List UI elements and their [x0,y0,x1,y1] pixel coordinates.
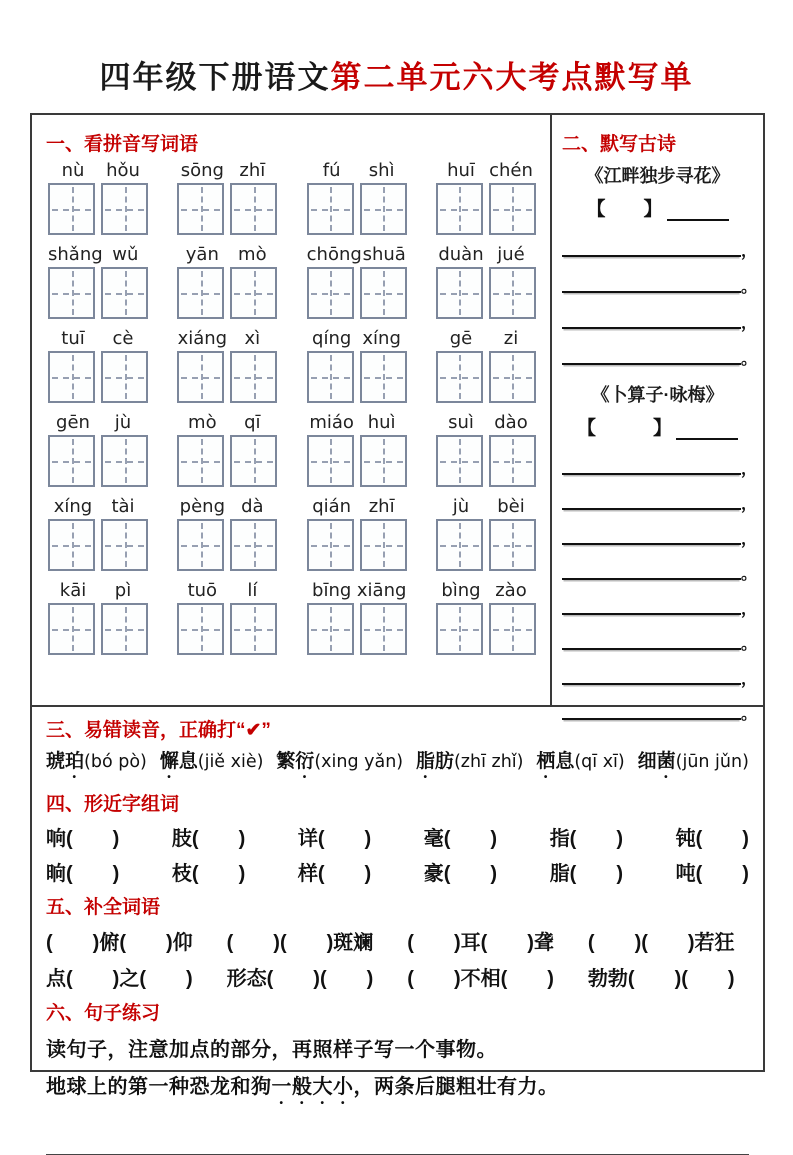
pinyin-syllable: pèng [179,496,225,517]
writing-grid-cell[interactable] [436,519,483,571]
writing-box-line [46,267,538,319]
pinyin-grid-rows [46,160,538,655]
idiom-blank-cell: ( )俯( )仰 [46,932,193,954]
author-blank[interactable] [676,422,738,440]
character-blank-cell: 响( ) [46,828,120,850]
writing-grid-cell[interactable] [307,351,354,403]
answer-line[interactable] [562,496,741,510]
pinyin-word-row [46,496,538,571]
pinyin-syllable: yān [185,244,219,265]
pinyin-options: (jiě xiè) [197,752,264,772]
idiom-blank-cell: ( )( )斑斓 [226,932,374,954]
section5-heading: 五、补全词语 [46,897,161,918]
poem-blank-line [562,566,758,583]
answer-line[interactable] [562,636,741,650]
pinyin-syllable: nù [61,160,85,181]
character-blank-cell: 样( ) [297,863,372,885]
section-poem-dictation [550,115,763,723]
answer-line[interactable] [562,706,741,720]
author-blank[interactable] [667,203,729,221]
poem-1-author-line [562,194,753,221]
worksheet-frame [30,113,765,1098]
page-title-black: 四年级下册语文 [99,60,331,95]
line-punctuation: 。 [741,706,758,723]
example-dotted-part: 一般大小 [271,1076,354,1098]
poem-blank-line [562,671,758,688]
pinyin-syllable: jué [497,244,525,265]
answer-line[interactable] [562,351,741,365]
poem-blank-line [562,601,758,618]
idiom-row-1 [46,926,749,955]
pronunciation-item [46,746,147,783]
writing-grid-cell[interactable] [48,519,95,571]
writing-grid-cell[interactable] [436,267,483,319]
poem-blank-line [562,531,758,548]
author-bracket: 【 】 [576,418,672,439]
poem-blank-line [562,496,758,513]
dotted-character: 衍 [295,751,315,772]
writing-grid-cell[interactable] [489,267,536,319]
pinyin-line [46,412,538,433]
writing-grid-cell[interactable] [360,435,407,487]
writing-box-line [46,351,538,403]
idiom-row-2 [46,962,749,991]
poem-2-block [562,381,758,723]
pinyin-line [46,496,538,517]
pinyin-word-row [46,160,538,235]
writing-grid-cell[interactable] [48,435,95,487]
pronunciation-item [638,746,749,783]
section6-heading: 六、句子练习 [46,1003,161,1024]
pinyin-syllable: chén [489,160,533,181]
pinyin-syllable: dà [241,496,264,517]
writing-grid-cell[interactable] [360,183,407,235]
pinyin-syllable: wǔ [112,244,139,265]
writing-grid-cell[interactable] [436,183,483,235]
writing-grid-cell[interactable] [230,183,277,235]
writing-grid-cell[interactable] [101,183,148,235]
writing-grid-cell[interactable] [230,603,277,655]
section2-heading: 二、默写古诗 [562,134,677,155]
sentence-example [46,1070,751,1109]
writing-grid-cell[interactable] [101,519,148,571]
answer-line[interactable] [562,531,741,545]
sentence-instruction: 读句子，注意加点的部分，再照样子写一个事物。 [46,1039,497,1061]
word-part: 息 [178,751,198,772]
writing-grid-cell[interactable] [489,519,536,571]
writing-grid-cell[interactable] [489,183,536,235]
writing-grid-cell[interactable] [177,267,224,319]
poem-1-lines [562,243,758,368]
pinyin-syllable: sōng [180,160,224,181]
pinyin-syllable: jù [114,412,132,433]
poem-1-title: 《江畔独步寻花》 [585,166,730,186]
pinyin-line [46,580,538,601]
writing-grid-cell[interactable] [230,435,277,487]
pinyin-syllable: suì [448,412,474,433]
idiom-blank-cell: ( )耳( )聋 [407,932,554,954]
pinyin-syllable: kāi [59,580,87,601]
character-blank-cell: 肢( ) [171,828,246,850]
pinyin-syllable: gē [449,328,473,349]
pinyin-line [46,328,538,349]
writing-grid-cell[interactable] [307,435,354,487]
pinyin-syllable: shǎng [48,244,103,265]
pinyin-syllable: pì [114,580,132,601]
writing-grid-cell[interactable] [48,183,95,235]
pinyin-syllable: bìng [441,580,481,601]
pinyin-syllable: zi [503,328,519,349]
pinyin-syllable: fú [322,160,341,181]
answer-line[interactable] [562,315,741,329]
poem-blank-line [562,461,758,478]
pinyin-line [46,244,538,265]
writing-grid-cell[interactable] [230,267,277,319]
writing-grid-cell[interactable] [307,267,354,319]
top-two-column-area [32,115,763,723]
writing-grid-cell[interactable] [177,183,224,235]
pinyin-syllable: mò [188,412,217,433]
character-blank-cell: 枝( ) [171,863,246,885]
pinyin-syllable: xiáng [177,328,228,349]
line-punctuation: ， [741,671,758,688]
writing-grid-cell[interactable] [177,603,224,655]
word-part: 繁 [276,751,296,772]
character-blank-cell: 晌( ) [46,863,120,885]
writing-grid-cell[interactable] [101,435,148,487]
writing-box-line [46,183,538,235]
page-title-red: 第二单元六大考点默写单 [330,60,694,95]
pinyin-syllable: hǒu [106,160,140,181]
dotted-character: 菌 [656,751,676,772]
writing-grid-cell[interactable] [48,267,95,319]
pinyin-syllable: huī [447,160,475,181]
pinyin-syllable: dào [494,412,528,433]
poem-blank-line [562,351,758,368]
writing-grid-cell[interactable] [307,519,354,571]
character-blank-cell: 钝( ) [675,828,749,850]
pinyin-word-row [46,328,538,403]
pinyin-syllable: xíng [53,496,93,517]
writing-grid-cell[interactable] [489,603,536,655]
pinyin-syllable: xíng [362,328,401,349]
writing-grid-cell[interactable] [489,435,536,487]
answer-line[interactable] [562,601,741,615]
line-punctuation: ， [741,601,758,618]
character-blank-cell: 豪( ) [423,863,498,885]
pinyin-syllable: jù [452,496,470,517]
pinyin-syllable: miáo [309,412,354,433]
poem-1-block [562,162,758,368]
section1-heading: 一、看拼音写词语 [46,134,199,155]
pinyin-syllable: bèi [497,496,525,517]
pinyin-syllable: zào [495,580,527,601]
pinyin-options: (xing yǎn) [314,752,404,772]
poem-blank-line [562,315,758,332]
writing-grid-cell[interactable] [436,603,483,655]
writing-grid-cell[interactable] [48,351,95,403]
idiom-blank-cell: 形态( )( ) [226,968,374,990]
author-bracket: 【 】 [586,199,663,220]
pinyin-options: (bó pò) [84,752,147,772]
line-punctuation: ， [741,243,758,260]
writing-grid-cell[interactable] [436,435,483,487]
writing-grid-cell[interactable] [101,351,148,403]
writing-grid-cell[interactable] [177,351,224,403]
writing-box-line [46,603,538,655]
writing-grid-cell[interactable] [101,267,148,319]
writing-grid-cell[interactable] [307,603,354,655]
pinyin-syllable: bīng [312,580,352,601]
dotted-character: 珀 [65,751,85,772]
similar-characters-row-1 [46,822,749,851]
pinyin-syllable: zhī [239,160,266,181]
answer-line[interactable] [562,671,741,685]
poem-blank-line [562,706,758,723]
idiom-blank-cell: 点( )之( ) [46,968,193,990]
writing-grid-cell[interactable] [360,519,407,571]
word-part: 息 [555,751,575,772]
answer-line[interactable] [562,461,741,475]
pinyin-syllable: chōng [306,244,362,265]
pinyin-syllable: shì [368,160,395,181]
dotted-character: 栖 [536,751,556,772]
line-punctuation: 。 [741,279,758,296]
dotted-character: 懈 [159,751,179,772]
pinyin-syllable: tuī [61,328,85,349]
pinyin-syllable: mò [238,244,267,265]
pinyin-syllable: zhī [368,496,395,517]
section-pinyin-words [32,115,550,705]
dotted-character: 脂 [415,751,435,772]
pinyin-syllable: lí [247,580,258,601]
pinyin-syllable: duàn [438,244,484,265]
writing-grid-cell[interactable] [230,351,277,403]
line-punctuation: 。 [741,636,758,653]
pinyin-syllable: gēn [56,412,90,433]
similar-characters-row-2 [46,857,749,886]
character-blank-cell: 毫( ) [423,828,498,850]
pinyin-word-row [46,580,538,655]
pinyin-syllable: xiāng [356,580,407,601]
pinyin-word-row [46,244,538,319]
writing-grid-cell[interactable] [360,267,407,319]
idiom-blank-cell: 勃勃( )( ) [587,968,735,990]
page-title [0,0,793,97]
word-part: 细 [637,751,657,772]
idiom-blank-cell: ( )( )若狂 [587,932,735,954]
line-punctuation: ， [741,531,758,548]
pinyin-syllable: qī [244,412,261,433]
line-punctuation: ， [741,496,758,513]
writing-grid-cell[interactable] [230,519,277,571]
pronunciation-item [160,746,264,783]
pronunciation-item [416,746,524,783]
poem-blank-line [562,279,758,296]
pinyin-syllable: shuā [362,244,406,265]
pinyin-syllable: tuō [187,580,218,601]
writing-grid-cell[interactable] [177,519,224,571]
poem-2-lines [562,461,758,723]
writing-grid-cell[interactable] [307,183,354,235]
sentence-answer-line[interactable] [46,1135,749,1155]
example-part: 地球上的第一种恐龙和狗 [46,1076,272,1098]
answer-line[interactable] [562,243,741,257]
writing-grid-cell[interactable] [360,603,407,655]
writing-grid-cell[interactable] [177,435,224,487]
word-part: 肪 [434,751,454,772]
writing-grid-cell[interactable] [48,603,95,655]
pinyin-syllable: qíng [312,328,352,349]
character-blank-cell: 指( ) [549,828,624,850]
character-blank-cell: 详( ) [297,828,372,850]
pronunciation-item [536,746,624,783]
pinyin-options: (qī xī) [574,752,625,772]
writing-grid-cell[interactable] [360,351,407,403]
pinyin-options: (jūn jǔn) [675,752,749,772]
example-part: ，两条后腿粗壮有力。 [353,1076,559,1098]
section3-heading: 三、易错读音，正确打“✔” [46,720,271,741]
character-blank-cell: 吨( ) [675,863,749,885]
pinyin-syllable: xì [244,328,261,349]
writing-grid-cell[interactable] [101,603,148,655]
writing-box-line [46,435,538,487]
writing-box-line [46,519,538,571]
idiom-blank-cell: ( )不相( ) [407,968,554,990]
pronunciation-items [46,746,749,783]
line-punctuation: ， [741,461,758,478]
poem-2-author-line [562,413,753,440]
line-punctuation: 。 [741,351,758,368]
pinyin-syllable: qián [312,496,352,517]
answer-line[interactable] [562,566,741,580]
answer-line[interactable] [562,279,741,293]
writing-grid-cell[interactable] [436,351,483,403]
pinyin-syllable: huì [367,412,396,433]
line-punctuation: ， [741,315,758,332]
section4-heading: 四、形近字组词 [46,794,180,815]
bottom-sections [32,707,763,1155]
pinyin-syllable: tài [111,496,135,517]
pronunciation-item [276,746,403,783]
pinyin-options: (zhī zhǐ) [453,752,524,772]
poem-blank-line [562,243,758,260]
word-part: 琥 [46,751,66,772]
pinyin-line [46,160,538,181]
writing-grid-cell[interactable] [489,351,536,403]
pinyin-word-row [46,412,538,487]
pinyin-syllable: cè [112,328,134,349]
character-blank-cell: 脂( ) [549,863,624,885]
poem-blank-line [562,636,758,653]
line-punctuation: 。 [741,566,758,583]
poem-2-title: 《卜算子·咏梅》 [591,385,724,405]
